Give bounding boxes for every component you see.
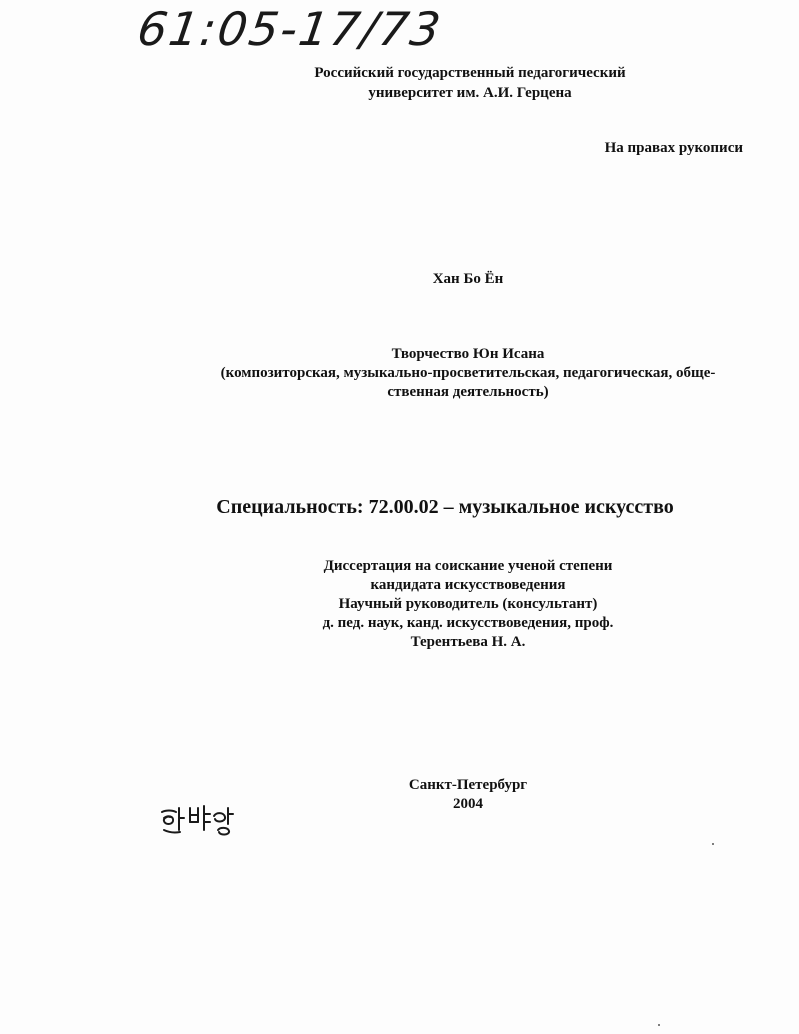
university-line-2: университет им. А.И. Герцена xyxy=(368,85,572,101)
supervisor-label: Научный руководитель (консультант) xyxy=(338,596,598,612)
scan-speck xyxy=(658,1024,660,1026)
archive-number-handwritten: 61:05-17/73 xyxy=(134,2,446,56)
city: Санкт-Петербург xyxy=(408,777,528,793)
year: 2004 xyxy=(453,796,483,812)
manuscript-rights-label: На правах рукописи xyxy=(604,140,743,156)
dissertation-degree-line-1: Диссертация на соискание ученой степени xyxy=(323,558,613,574)
supervisor-credentials: д. пед. наук, канд. искусствоведения, проф. xyxy=(322,615,614,631)
handwritten-signature xyxy=(158,800,238,842)
specialty-line: Специальность: 72.00.02 – музыкальное искусство xyxy=(216,496,674,518)
author-name: Хан Бо Ён xyxy=(432,271,504,287)
supervisor-name: Терентьева Н. А. xyxy=(410,634,526,650)
university-line-1: Российский государственный педагогический xyxy=(314,65,626,81)
scan-speck xyxy=(712,843,714,845)
dissertation-title: Творчество Юн Исана xyxy=(391,346,545,362)
dissertation-subtitle-line-1: (композиторская, музыкально-просветительская, педагогическая, обще- xyxy=(220,365,716,381)
dissertation-subtitle-line-2: ственная деятельность) xyxy=(387,384,549,400)
dissertation-degree-line-2: кандидата искусствоведения xyxy=(370,577,566,593)
